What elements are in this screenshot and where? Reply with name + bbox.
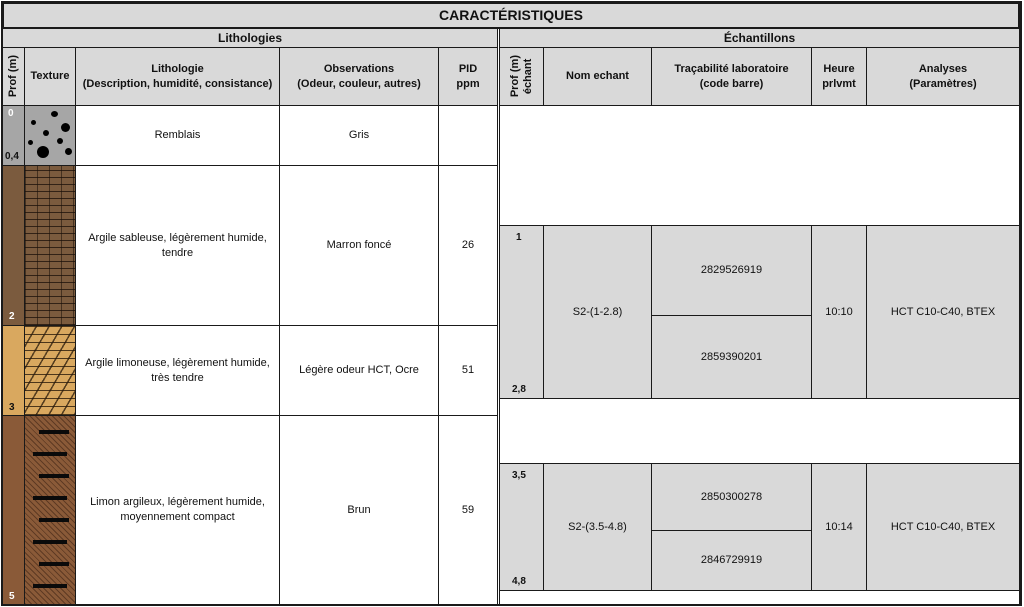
header-analyses: Analyses (Paramètres) — [866, 47, 1020, 106]
depth-mark-0-4: 0,4 — [5, 151, 19, 162]
sample-1-prof-top: 1 — [516, 232, 522, 243]
header-prof-label: Prof (m) — [7, 55, 19, 98]
depth-mark-3: 3 — [9, 402, 15, 413]
layer-3-observation: Légère odeur HCT, Ocre — [279, 325, 439, 416]
sample-1-code-2: 2859390201 — [651, 315, 812, 399]
depth-mark-5: 5 — [9, 591, 15, 602]
sample-2-code-1: 2850300278 — [651, 463, 812, 531]
layer-4-pid: 59 — [438, 415, 498, 605]
section-lithologies: Lithologies — [2, 28, 498, 48]
sample-2-prof-top: 3,5 — [512, 470, 526, 481]
sample-1-analyses: HCT C10-C40, BTEX — [866, 225, 1020, 399]
header-heure: Heure prlvmt — [811, 47, 867, 106]
depth-mark-2: 2 — [9, 311, 15, 322]
layer-2-pid: 26 — [438, 165, 498, 326]
layer-4-lithologie: Limon argileux, légèrement humide, moyennement compact — [75, 415, 280, 605]
header-lithologie: Lithologie (Description, humidité, consistance) — [75, 47, 280, 106]
depth-mark-0: 0 — [8, 108, 14, 119]
layer-4-observation: Brun — [279, 415, 439, 605]
sample-1-heure: 10:10 — [811, 225, 867, 399]
sample-2-heure: 10:14 — [811, 463, 867, 591]
sample-1-prof-bottom: 2,8 — [512, 384, 526, 395]
sample-2-analyses: HCT C10-C40, BTEX — [866, 463, 1020, 591]
header-observations: Observations (Odeur, couleur, autres) — [279, 47, 439, 106]
layer-1-lithologie: Remblais — [75, 105, 280, 166]
sample-1-nom: S2-(1-2.8) — [543, 225, 652, 399]
layer-2-observation: Marron foncé — [279, 165, 439, 326]
sample-1-code-1: 2829526919 — [651, 225, 812, 316]
sheet-title: CARACTÉRISTIQUES — [2, 2, 1020, 29]
header-pid: PID ppm — [438, 47, 498, 106]
layer-3-pid: 51 — [438, 325, 498, 416]
header-prof-echant-label: Prof (m) échant — [508, 55, 534, 98]
sample-2-code-2: 2846729919 — [651, 530, 812, 591]
layer-2-lithologie: Argile sableuse, légèrement humide, tendre — [75, 165, 280, 326]
sample-2-nom: S2-(3.5-4.8) — [543, 463, 652, 591]
layer-1-observation: Gris — [279, 105, 439, 166]
sheet-frame — [1, 1, 1022, 606]
section-echantillons: Échantillons — [499, 28, 1020, 48]
header-texture: Texture — [24, 47, 76, 106]
header-tracabilite: Traçabilité laboratoire (code barre) — [651, 47, 812, 106]
header-nom-echant: Nom echant — [543, 47, 652, 106]
layer-3-lithologie: Argile limoneuse, légèrement humide, très tendre — [75, 325, 280, 416]
sample-2-prof-bottom: 4,8 — [512, 576, 526, 587]
